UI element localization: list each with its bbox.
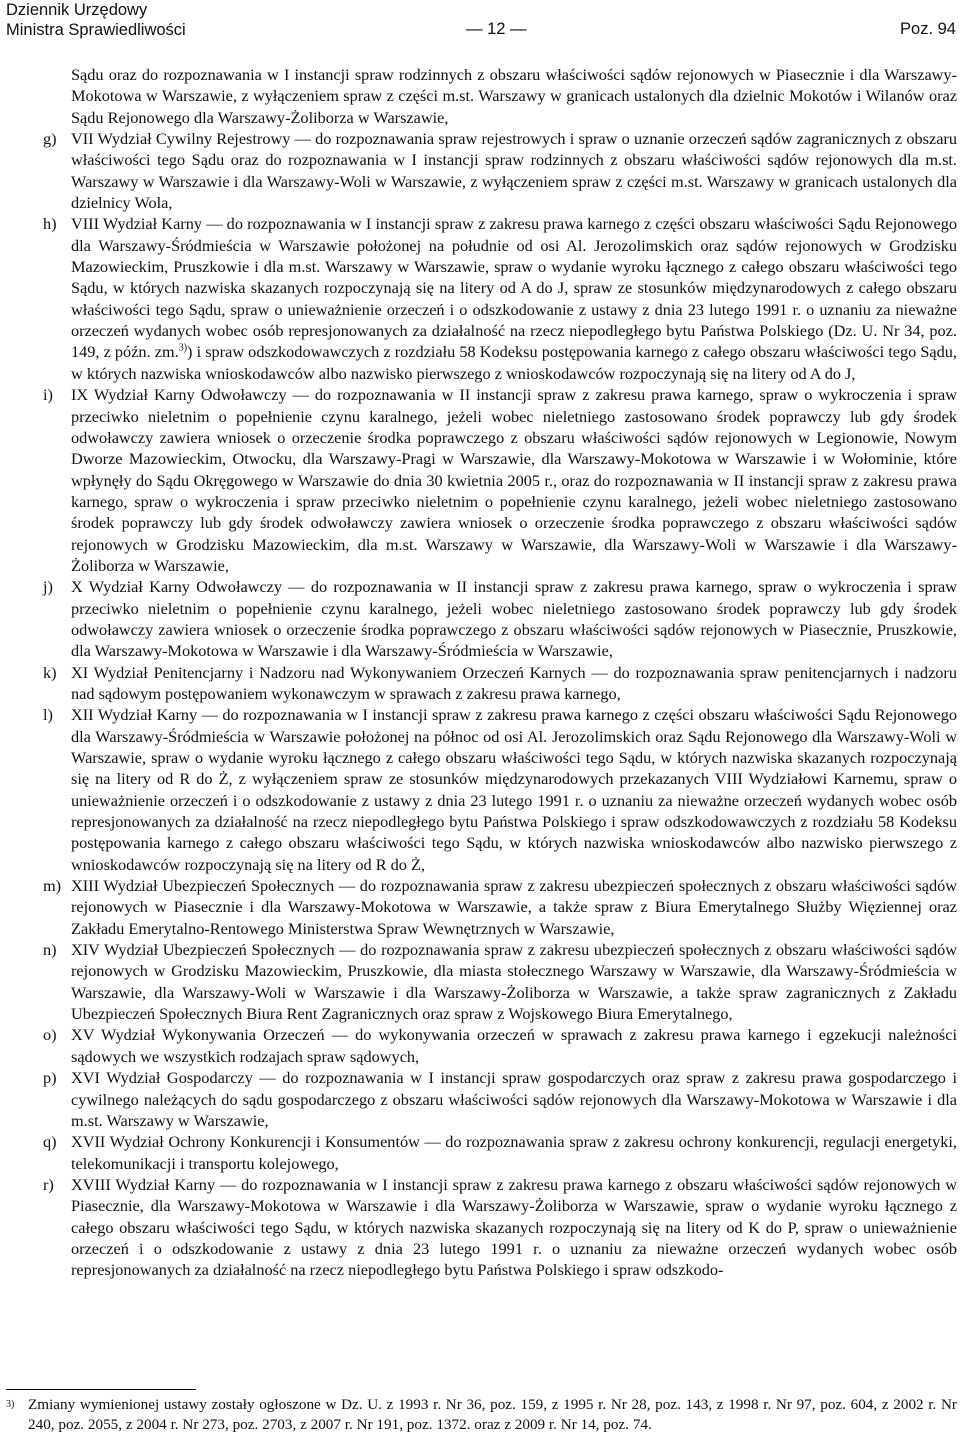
list-item [43, 662, 957, 705]
position-number: Poz. 94 [900, 20, 956, 38]
intro-paragraph: Sądu oraz do rozpoznawania w I instancji spraw rodzinnych z obszaru właściwości sądów rejonowych w Piasecznie i dla Warszawy-Mokotowa w Warszawie, z wyłączeniem spraw z części m.st. Warszawy w granicach ustalonych dla dzielnic Mokotów i Wilanów oraz Sądu Rejonowego dla Warszawy-Żoliborza w Warszawie, [71, 65, 957, 127]
item-label: m) [43, 876, 62, 896]
item-text: XV Wydział Wykonywania Orzeczeń — do wykonywania orzeczeń w sprawach z zakresu prawa karnego i egzekucji należności sądowych we wszystkich rodzajach spraw sądowych, [71, 1025, 957, 1066]
list-item [43, 704, 957, 875]
list-item [43, 1131, 957, 1174]
item-label: h) [43, 214, 57, 234]
item-label: o) [43, 1025, 57, 1045]
header-left [6, 0, 186, 40]
item-label: p) [43, 1068, 57, 1088]
item-label: k) [43, 662, 57, 682]
item-text: XII Wydział Karny — do rozpoznawania w I instancji spraw z zakresu prawa karnego z części obszaru właściwości Sądu Rejonowego dla Warszawy-Śródmieścia w Warszawie położonej na północ od osi Al. Jerozolimskich oraz Sądu Rejonowego dla Warszawy-Woli w Warszawie, spraw o wydanie wyroku łącznego z całego obszaru właściwości tego Sądu, w których nazwiska skazanych rozpoczynają się na litery od R do Ż, z wyłączeniem spraw ze stosunków międzynarodowych przekazanych VIII Wydziałowi Karnemu, spraw o unieważnienie orzeczeń i o odszkodowanie z ustawy z dnia 23 lutego 1991 r. o uznaniu za nieważne orzeczeń wydanych wobec osób represjonowanych za działalność na rzecz niepodległego bytu Państwa Polskiego i spraw odszkodowawczych z rozdziału 58 Kodeksu postępowania karnego z całego obszaru właściwości tego Sądu, w których nazwiska wnioskodawców albo nazwisko pierwszego z wnioskodawców rozpoczynają się na litery od R do Ż, [71, 705, 957, 874]
journal-title: Dziennik Urzędowy [6, 1, 148, 19]
page-header [6, 0, 956, 44]
page-number: — 12 — [466, 20, 527, 38]
footnote-text: Zmiany wymienionej ustawy zostały ogłoszone w Dz. U. z 1993 r. Nr 36, poz. 159, z 1995 r. Nr 28, poz. 143, z 1998 r. Nr 97, poz. 604, z 2002 r. Nr 240, poz. 2055, z 2004 r. Nr 273, poz. 2703, z 2007 r. Nr 191, poz. 1372. oraz z 2009 r. Nr 14, poz. 74. [28, 1396, 957, 1433]
footnote-separator [6, 1389, 196, 1390]
item-text: X Wydział Karny Odwoławczy — do rozpoznawania w II instancji spraw z zakresu prawa karnego, spraw o wykroczenia i spraw przeciwko nieletnim o popełnienie czynu karalnego, jeżeli wobec nieletniego zastosowano środek poprawczy lub gdy środek odwoławczy zawiera wniosek o orzeczenie środka poprawczego z obszaru właściwości sądów rejonowych w Piasecznie, Pruszkowie, dla Warszawy-Mokotowa w Warszawie i dla Warszawy-Śródmieścia w Warszawie, [71, 577, 957, 661]
item-text: XVII Wydział Ochrony Konkurencji i Konsumentów — do rozpoznawania spraw z zakresu ochrony konkurencji, regulacji energetyki, telekomunikacji i transportu kolejowego, [71, 1132, 957, 1173]
footnote-reference: 3) [178, 343, 188, 355]
item-label: l) [43, 705, 53, 725]
list-item [43, 128, 957, 213]
item-text: XI Wydział Penitencjarny i Nadzoru nad Wykonywaniem Orzeczeń Karnych — do rozpoznawania spraw penitencjarnych i nadzoru nad sądowym postępowaniem wykonawczym w sprawach z zakresu prawa karnego, [71, 662, 957, 703]
footnote [6, 1395, 957, 1435]
item-text: XVIII Wydział Karny — do rozpoznawania w I instancji spraw z zakresu prawa karnego z obszaru właściwości sądów rejonowych w Piasecznie, dla Warszawy-Mokotowa w Warszawie i dla Warszawy-Żoliborza w Warszawie, spraw o wydanie wyroku łącznego z całego obszaru właściwości tego Sądu, w których nazwiska skazanych rozpoczynają się na litery od K do P, spraw o unieważnienie orzeczeń i o odszkodowanie z ustawy z dnia 23 lutego 1991 r. o uznaniu za nieważne orzeczeń wydanych wobec osób represjonowanych za działalność na rzecz niepodległego bytu Państwa Polskiego i spraw odszkodo- [71, 1174, 957, 1280]
item-text-continued: ) i spraw odszkodowawczych z rozdziału 58 Kodeksu postępowania karnego z całego obszaru właściwości tego Sądu, w których nazwiska wnioskodawców albo nazwisko pierwszego z wnioskodawców rozpoczynają się na litery od A do J, [71, 342, 957, 383]
item-label: j) [43, 577, 53, 597]
item-label: r) [43, 1174, 54, 1194]
list-item [43, 875, 957, 939]
item-list [43, 128, 957, 1281]
item-label: g) [43, 129, 57, 149]
list-item [43, 1024, 957, 1067]
item-text: XVI Wydział Gospodarczy — do rozpoznawania w I instancji spraw gospodarczych oraz spraw z zakresu prawa gospodarczego i cywilnego należących do sądu gospodarczego z obszaru właściwości sądów rejonowych dla Warszawy-Mokotowa w Warszawie i dla m.st. Warszawy w Warszawie, [71, 1068, 957, 1130]
list-item [43, 939, 957, 1024]
list-item [43, 576, 957, 661]
ministry-name: Ministra Sprawiedliwości [6, 21, 186, 39]
item-text: VII Wydział Cywilny Rejestrowy — do rozpoznawania spraw rejestrowych i spraw o uznanie orzeczeń sądów zagranicznych z obszaru właściwości tego Sądu oraz do rozpoznawania w I instancji spraw rodzinnych z obszaru właściwości sądów rejonowych dla m.st. Warszawy w Warszawie i dla Warszawy-Woli w Warszawie, z wyłączeniem spraw z części m.st. Warszawy w granicach ustalonych dla dzielnicy Wola, [71, 129, 957, 213]
list-item [43, 213, 957, 384]
list-item [43, 1067, 957, 1131]
item-text: XIII Wydział Ubezpieczeń Społecznych — do rozpoznawania spraw z zakresu ubezpieczeń społecznych z obszaru właściwości sądów rejonowych w Piasecznie i dla Warszawy-Mokotowa w Warszawie, a także spraw z Biura Emerytalnego Służby Więziennej oraz Zakładu Emerytalno-Rentowego Ministerstwa Spraw Wewnętrznych w Warszawie, [71, 876, 957, 938]
item-text: VIII Wydział Karny — do rozpoznawania w I instancji spraw z zakresu prawa karnego z części obszaru właściwości Sądu Rejonowego dla Warszawy-Śródmieścia w Warszawie położonej na południe od osi Al. Jerozolimskich oraz sądów rejonowych w Grodzisku Mazowieckim, Pruszkowie i dla m.st. Warszawy w Warszawie, spraw o wydanie wyroku łącznego z całego obszaru właściwości tego Sądu, w których nazwiska skazanych rozpoczynają się na litery od A do J, spraw ze stosunków międzynarodowych z całego obszaru właściwości tego Sądu, spraw o unieważnienie orzeczeń i o odszkodowanie z ustawy z dnia 23 lutego 1991 r. o uznaniu za nieważne orzeczeń wydanych wobec osób represjonowanych za działalność na rzecz niepodległego bytu Państwa Polskiego (Dz. U. Nr 34, poz. 149, z późn. zm. [71, 214, 957, 362]
item-label: n) [43, 940, 57, 960]
item-text: IX Wydział Karny Odwoławczy — do rozpoznawania w II instancji spraw z zakresu prawa karnego, spraw o wykroczenia i spraw przeciwko nieletnim o popełnienie czynu karalnego, jeżeli wobec nieletniego zastosowano środek poprawczy lub gdy środek odwoławczy zawiera wniosek o orzeczenie środka poprawczego z obszaru właściwości sądów rejonowych w Legionowie, Nowym Dworze Mazowieckim, Otwocku, dla Warszawy-Pragi w Warszawie, dla Warszawy-Mokotowa w Warszawie i w Wołominie, które wpłynęły do Sądu Okręgowego w Warszawie do dnia 30 kwietnia 2005 r., oraz do rozpoznawania w II instancji spraw z zakresu prawa karnego, spraw o wykroczenia i spraw przeciwko nieletnim o popełnienie czynu karalnego, jeżeli wobec nieletniego zastosowano środek poprawczy lub gdy środek odwoławczy zawiera wniosek o orzeczenie środka poprawczego z obszaru właściwości sądów rejonowych w Grodzisku Mazowieckim, dla m.st. Warszawy w Warszawie, dla Warszawy-Woli w Warszawie i dla Warszawy-Żoliborza w Warszawie, [71, 385, 957, 575]
item-text: XIV Wydział Ubezpieczeń Społecznych — do rozpoznawania spraw z zakresu ubezpieczeń społecznych z obszaru właściwości sądów rejonowych w Grodzisku Mazowieckim, Pruszkowie, dla miasta stołecznego Warszawy w Warszawie, dla Warszawy-Śródmieścia w Warszawie, dla Warszawy-Woli w Warszawie i dla Warszawy-Żoliborza w Warszawie, a także spraw zagranicznych z Zakładu Ubezpieczeń Społecznych Biura Rent Zagranicznych oraz spraw z Wojskowego Biura Emerytalnego, [71, 940, 957, 1024]
list-item [43, 384, 957, 576]
footnote-mark: 3) [6, 1399, 15, 1410]
item-label: q) [43, 1132, 57, 1152]
item-label: i) [43, 385, 53, 405]
document-body [43, 64, 957, 1281]
list-item [43, 1174, 957, 1281]
